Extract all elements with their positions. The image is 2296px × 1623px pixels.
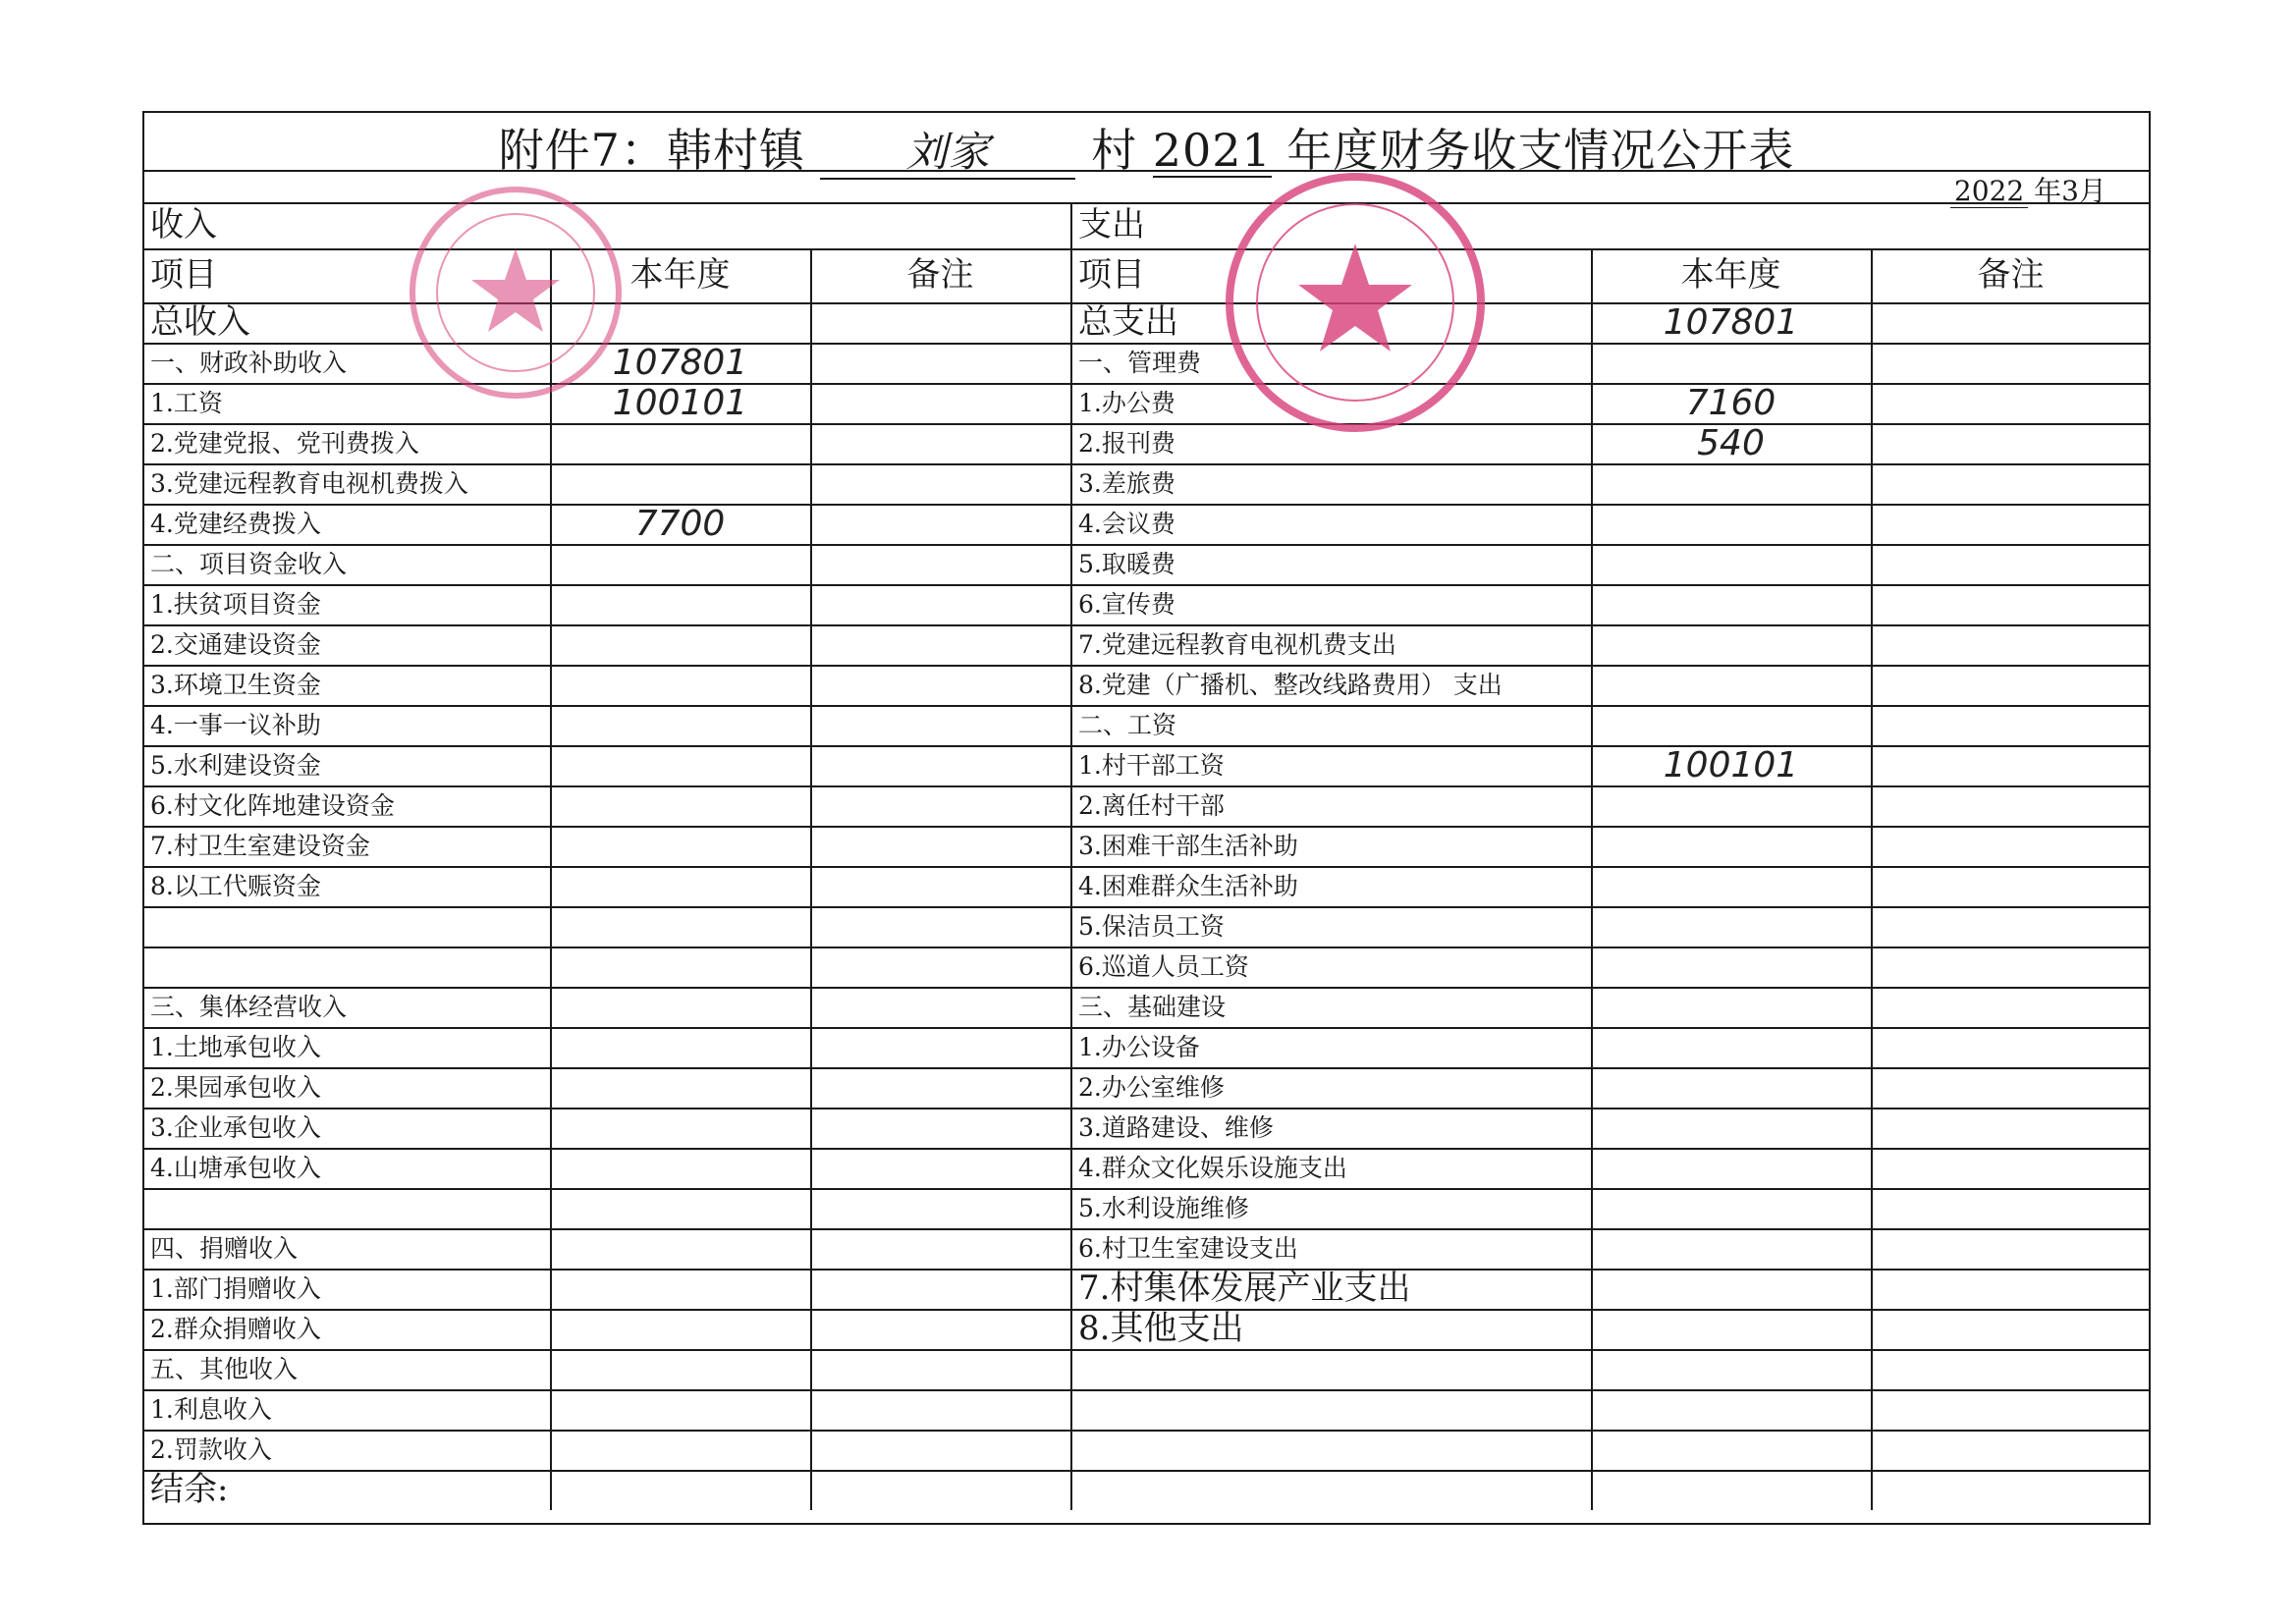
expense-row-label: 2.报刊费	[1078, 429, 1175, 458]
income-row-label: 五、其他收入	[150, 1355, 299, 1383]
title-mid: 村	[1091, 124, 1138, 177]
income-row-label: 6.村文化阵地建设资金	[150, 791, 395, 820]
income-row-label: 1.利息收入	[150, 1395, 272, 1424]
income-row-label: 4.一事一议补助	[150, 711, 321, 739]
page-title	[142, 117, 2151, 184]
income-row-label: 1.部门捐赠收入	[150, 1274, 321, 1303]
expense-row-label: 7.村集体发展产业支出	[1078, 1269, 1411, 1308]
expense-row-label: 8.其他支出	[1078, 1309, 1244, 1348]
title-year: 2021	[1152, 124, 1272, 177]
expense-row-label: 总支出	[1078, 302, 1178, 342]
expense-row-value: 540	[1697, 423, 1765, 463]
expense-row-label: 6.宣传费	[1078, 590, 1175, 619]
expense-row-label: 3.差旅费	[1078, 469, 1175, 498]
report-date-year: 2022	[1950, 175, 2028, 208]
expense-row-label: 5.保洁员工资	[1078, 912, 1225, 941]
income-section-label: 收入	[150, 205, 217, 244]
income-value-column-line	[550, 248, 552, 1510]
expense-row-label: 1.村干部工资	[1078, 751, 1225, 780]
expense-row-label: 1.办公费	[1078, 389, 1175, 417]
income-row-label: 4.党建经费拨入	[150, 510, 321, 538]
expense-row-label: 三、基础建设	[1078, 993, 1227, 1021]
expense-note-header: 备注	[1977, 255, 2045, 295]
income-row-value: 107801	[612, 343, 748, 383]
expense-current-year-header: 本年度	[1680, 255, 1781, 295]
expense-row-label: 二、工资	[1078, 711, 1177, 739]
expense-row-label: 8.党建（广播机、整改线路费用） 支出	[1078, 671, 1503, 699]
title-prefix: 附件7：韩村镇	[498, 124, 805, 177]
expense-section-label: 支出	[1078, 205, 1145, 244]
income-row-label: 二、项目资金收入	[150, 550, 348, 578]
income-note-header: 备注	[906, 255, 974, 295]
income-item-header: 项目	[150, 255, 217, 295]
income-row-label: 2.交通建设资金	[150, 630, 321, 659]
expense-row-value: 107801	[1663, 302, 1799, 343]
title-suffix: 年度财务收支情况公开表	[1286, 124, 1795, 177]
finance-disclosure-sheet	[142, 111, 2151, 1525]
expense-row-label: 6.巡道人员工资	[1078, 952, 1249, 981]
center-column-line	[1070, 202, 1072, 1510]
village-name: 刘家	[820, 127, 1075, 180]
expense-note-column-line	[1871, 248, 1873, 1510]
income-row-label: 2.果园承包收入	[150, 1073, 321, 1102]
expense-row-label: 5.取暖费	[1078, 550, 1175, 578]
income-row-label: 总收入	[150, 302, 250, 342]
title-divider	[142, 170, 2151, 172]
income-row-value: 100101	[612, 383, 748, 423]
expense-row-label: 5.水利设施维修	[1078, 1194, 1249, 1222]
expense-row-value: 100101	[1663, 745, 1799, 785]
income-note-column-line	[810, 248, 812, 1510]
expense-row-label: 一、管理费	[1078, 349, 1202, 377]
expense-row-label: 2.离任村干部	[1078, 791, 1225, 820]
income-row-label: 1.土地承包收入	[150, 1033, 321, 1061]
income-row-label: 4.山塘承包收入	[150, 1154, 321, 1182]
income-row-label: 1.扶贫项目资金	[150, 590, 321, 619]
expense-row-label: 1.办公设备	[1078, 1033, 1200, 1061]
income-row-label: 2.党建党报、党刊费拨入	[150, 429, 419, 458]
income-row-value: 7700	[634, 504, 726, 544]
income-row-label: 三、集体经营收入	[150, 993, 348, 1021]
income-row-label: 5.水利建设资金	[150, 751, 321, 780]
expense-row-label: 7.党建远程教育电视机费支出	[1078, 630, 1396, 659]
expense-row-label: 4.会议费	[1078, 510, 1175, 538]
income-row-label: 一、财政补助收入	[150, 349, 348, 377]
income-row-label: 结余:	[150, 1470, 229, 1509]
income-row-label: 1.工资	[150, 389, 223, 417]
expense-row-label: 4.群众文化娱乐设施支出	[1078, 1154, 1347, 1182]
expense-item-header: 项目	[1078, 255, 1145, 295]
income-row-label: 3.党建远程教育电视机费拨入	[150, 469, 468, 498]
income-row-label: 8.以工代赈资金	[150, 872, 321, 900]
income-row-label: 2.罚款收入	[150, 1435, 272, 1464]
expense-row-label: 3.道路建设、维修	[1078, 1113, 1274, 1142]
report-date-rest: 年3月	[2034, 175, 2106, 207]
expense-row-label: 4.困难群众生活补助	[1078, 872, 1298, 900]
income-current-year-header: 本年度	[629, 255, 731, 295]
income-row-label: 3.企业承包收入	[150, 1113, 321, 1142]
income-row-label: 7.村卫生室建设资金	[150, 832, 370, 860]
expense-row-label: 3.困难干部生活补助	[1078, 832, 1298, 860]
expense-row-value: 7160	[1685, 383, 1777, 423]
income-row-label: 四、捐赠收入	[150, 1234, 299, 1263]
expense-row-label: 2.办公室维修	[1078, 1073, 1225, 1102]
income-row-label: 2.群众捐赠收入	[150, 1315, 321, 1343]
income-row-label: 3.环境卫生资金	[150, 671, 321, 699]
expense-row-label: 6.村卫生室建设支出	[1078, 1234, 1298, 1263]
